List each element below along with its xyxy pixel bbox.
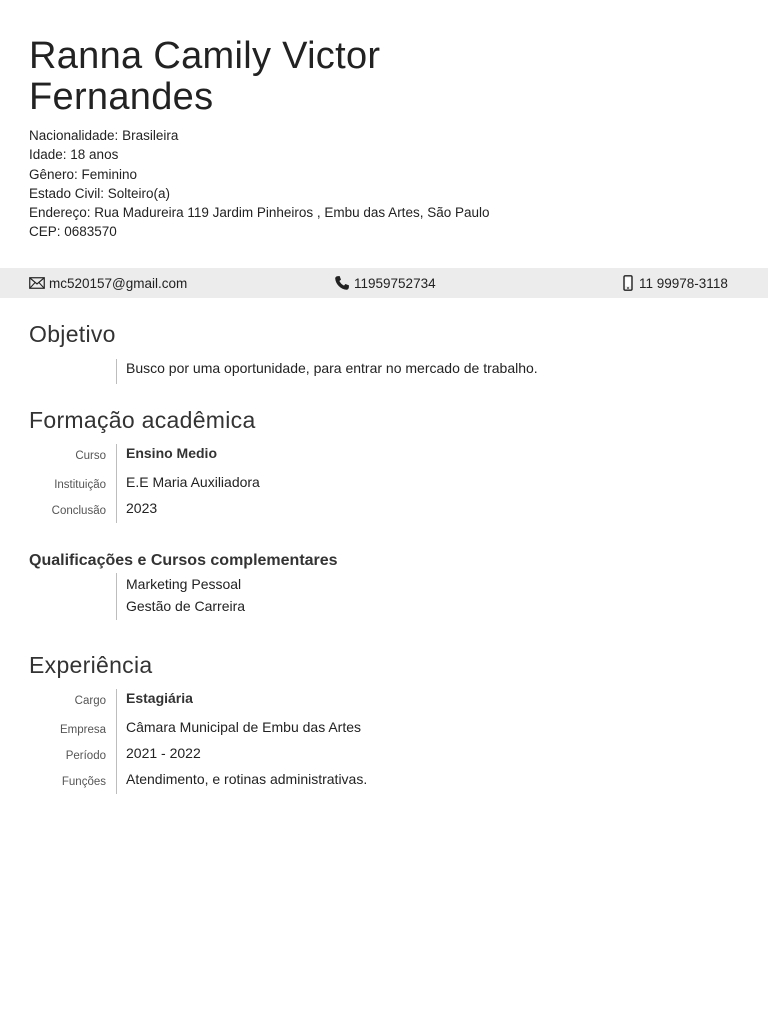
formacao-block	[0, 444, 768, 523]
mobile-text: 11 99978-3118	[639, 275, 728, 291]
experiencia-row-periodo	[0, 745, 768, 765]
role-value: Estagiária	[126, 690, 193, 706]
age: Idade: 18 anos	[29, 147, 119, 163]
field-label: Curso	[75, 450, 106, 462]
phone-icon	[334, 275, 350, 291]
nationality: Nacionalidade: Brasileira	[29, 128, 179, 143]
qualification-item: Marketing Pessoal	[126, 576, 242, 592]
period-value: 2021 - 2022	[126, 745, 201, 761]
candidate-name	[29, 36, 529, 118]
field-label: Período	[65, 750, 106, 762]
experiencia-block	[0, 689, 768, 794]
personal-info	[29, 126, 490, 242]
email-text: mc520157@gmail.com	[49, 275, 188, 291]
contact-bar	[0, 268, 768, 298]
field-label: Funções	[61, 776, 106, 788]
address: Endereço: Rua Madureira 119 Jardim Pinheiros , Embu das Artes, São Paulo	[29, 205, 490, 221]
gender: Gênero: Feminino	[29, 166, 138, 182]
contact-phone[interactable]	[334, 268, 436, 298]
envelope-icon	[29, 277, 45, 289]
formacao-row-instituicao	[0, 474, 768, 494]
mobile-phone-icon	[621, 275, 635, 291]
section-title-qualificacoes: Qualificações e Cursos complementares	[29, 552, 338, 569]
candidate-name-line1: Ranna Camily Victor	[29, 35, 381, 77]
phone-text: 11959752734	[354, 275, 436, 291]
field-label: Instituição	[54, 479, 106, 491]
duties-value: Atendimento, e rotinas administrativas.	[126, 771, 368, 787]
field-label: Empresa	[59, 724, 106, 736]
institution-value: E.E Maria Auxiliadora	[126, 474, 260, 490]
objetivo-block	[0, 359, 768, 384]
contact-email[interactable]	[29, 268, 187, 298]
contact-mobile[interactable]	[621, 268, 728, 298]
objetivo-text: Busco por uma oportunidade, para entrar no mercado de trabalho.	[126, 360, 538, 376]
experiencia-row-empresa	[0, 719, 768, 739]
qualification-item: Gestão de Carreira	[126, 598, 246, 614]
field-label: Conclusão	[51, 505, 106, 517]
qualificacoes-block	[0, 573, 768, 620]
formacao-row-conclusao	[0, 500, 768, 520]
course-value: Ensino Medio	[126, 445, 217, 461]
company-value: Câmara Municipal de Embu das Artes	[126, 719, 361, 735]
section-title-objetivo: Objetivo	[29, 321, 116, 347]
marital-status: Estado Civil: Solteiro(a)	[29, 185, 171, 201]
section-title-formacao: Formação acadêmica	[29, 407, 256, 433]
experiencia-row-cargo	[0, 690, 768, 710]
postal-code: CEP: 0683570	[29, 224, 117, 240]
experiencia-row-funcoes	[0, 771, 768, 791]
section-title-experiencia: Experiência	[29, 652, 153, 678]
conclusion-value: 2023	[126, 500, 158, 516]
candidate-name-line2: Fernandes	[29, 76, 214, 118]
field-label: Cargo	[74, 695, 106, 707]
formacao-row-curso	[0, 445, 768, 465]
